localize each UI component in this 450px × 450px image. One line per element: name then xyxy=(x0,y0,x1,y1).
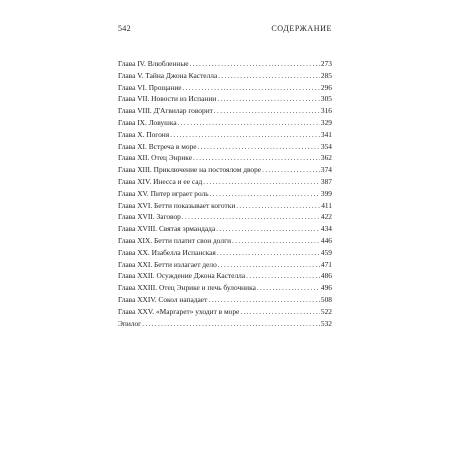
dot-leader xyxy=(262,165,320,176)
toc-entry xyxy=(118,58,332,70)
page-header xyxy=(118,24,332,38)
toc-entry-title: Глава XIX. Бетти платит свои долги xyxy=(118,235,232,245)
toc-entry xyxy=(118,164,332,176)
toc-entry-title: Глава VII. Новости из Испании xyxy=(118,94,217,104)
dot-leader xyxy=(183,83,320,94)
running-title: СОДЕРЖАНИЕ xyxy=(271,24,332,33)
dot-leader xyxy=(232,236,320,247)
toc-entry-page: 285 xyxy=(320,70,332,80)
dot-leader xyxy=(170,130,320,141)
dot-leader xyxy=(246,271,320,282)
toc-entry-title: Глава XII. Отец Энрике xyxy=(118,153,192,163)
dot-leader xyxy=(182,212,320,223)
dot-leader xyxy=(142,319,320,330)
toc-entry-title: Глава VIII. Д'Агвилар говорит xyxy=(118,106,213,116)
toc-entry-title: Глава XXI. Бетти излагает дело xyxy=(118,259,217,269)
toc-entry-page: 305 xyxy=(320,94,332,104)
toc-entry-page: 459 xyxy=(320,247,332,257)
toc-entry xyxy=(118,259,332,271)
toc-entry xyxy=(118,70,332,82)
toc-entry-page: 508 xyxy=(320,294,332,304)
toc-entry-page: 434 xyxy=(320,224,332,234)
dot-leader xyxy=(178,118,320,129)
table-of-contents xyxy=(118,58,332,329)
dot-leader xyxy=(217,94,320,105)
toc-entry xyxy=(118,235,332,247)
toc-entry xyxy=(118,247,332,259)
toc-entry-page: 341 xyxy=(320,129,332,139)
toc-entry xyxy=(118,318,332,330)
toc-entry-page: 273 xyxy=(320,59,332,68)
toc-entry xyxy=(118,282,332,294)
dot-leader xyxy=(218,260,320,271)
dot-leader xyxy=(208,295,320,306)
toc-entry-title: Глава IX. Ловушка xyxy=(118,117,177,127)
dot-leader xyxy=(198,142,320,153)
toc-entry xyxy=(118,294,332,306)
toc-entry-page: 496 xyxy=(320,283,332,293)
toc-entry-title: Глава XXV. «Маргарет» уходит в море xyxy=(118,306,240,316)
toc-entry-title: Глава XX. Изабелла Испанская xyxy=(118,247,216,257)
toc-entry xyxy=(118,200,332,212)
toc-entry-page: 532 xyxy=(320,318,332,328)
toc-entry-title: Глава XIII. Приключение на постоялом дворе xyxy=(118,165,262,175)
toc-entry xyxy=(118,82,332,94)
book-page xyxy=(118,24,332,345)
dot-leader xyxy=(190,59,320,70)
toc-entry xyxy=(118,223,332,235)
dot-leader xyxy=(217,248,320,259)
toc-entry-title: Глава XVI. Бетти показывает коготки xyxy=(118,200,236,210)
dot-leader xyxy=(257,283,320,294)
dot-leader xyxy=(203,177,320,188)
toc-entry-page: 471 xyxy=(320,259,332,269)
toc-entry-page: 329 xyxy=(320,117,332,127)
toc-entry-page: 522 xyxy=(320,306,332,316)
toc-entry xyxy=(118,141,332,153)
page-number: 542 xyxy=(118,24,131,33)
toc-entry-title: Глава XV. Питер играет роль xyxy=(118,188,209,198)
dot-leader xyxy=(210,189,320,200)
toc-entry-title: Эпилог xyxy=(118,318,142,328)
toc-entry-title: Глава XXIV. Сокол нападает xyxy=(118,294,208,304)
dot-leader xyxy=(193,153,320,164)
toc-entry xyxy=(118,306,332,318)
toc-entry-title: Глава XI. Встреча в море xyxy=(118,141,197,151)
toc-entry-title: Глава XXIII. Отец Энрике и печь булочника xyxy=(118,283,256,293)
toc-entry-page: 411 xyxy=(321,200,332,210)
toc-entry-title: Глава XXII. Осуждение Джона Кастелла xyxy=(118,271,246,281)
toc-entry-title: Глава XIV. Инесса и ее сад xyxy=(118,176,203,186)
toc-entry-page: 422 xyxy=(320,212,332,222)
dot-leader xyxy=(240,307,320,318)
toc-entry-page: 446 xyxy=(320,235,332,245)
toc-entry-page: 374 xyxy=(320,165,332,175)
toc-entry-page: 296 xyxy=(320,82,332,92)
toc-entry-page: 399 xyxy=(320,188,332,198)
toc-entry xyxy=(118,117,332,129)
toc-entry-page: 486 xyxy=(320,271,332,281)
toc-entry-title: Глава V. Тайна Джона Кастелла xyxy=(118,70,218,80)
dot-leader xyxy=(236,201,320,212)
dot-leader xyxy=(214,106,320,117)
toc-entry-page: 354 xyxy=(320,141,332,151)
toc-entry-page: 316 xyxy=(320,106,332,116)
toc-entry xyxy=(118,93,332,105)
toc-entry xyxy=(118,270,332,282)
toc-entry-title: Глава IV. Влюбленные xyxy=(118,59,189,68)
toc-entry xyxy=(118,176,332,188)
toc-entry-title: Глава XVII. Заговор xyxy=(118,212,181,222)
dot-leader xyxy=(216,224,320,235)
toc-entry-page: 362 xyxy=(320,153,332,163)
toc-entry xyxy=(118,129,332,141)
toc-entry-title: Глава VI. Прощание xyxy=(118,82,182,92)
toc-entry-title: Глава X. Погоня xyxy=(118,129,170,139)
toc-entry xyxy=(118,105,332,117)
toc-entry-page: 387 xyxy=(320,176,332,186)
toc-entry-title: Глава XVIII. Святая эрмандада xyxy=(118,224,216,234)
toc-entry xyxy=(118,188,332,200)
toc-entry xyxy=(118,152,332,164)
dot-leader xyxy=(218,71,320,82)
toc-entry xyxy=(118,211,332,223)
